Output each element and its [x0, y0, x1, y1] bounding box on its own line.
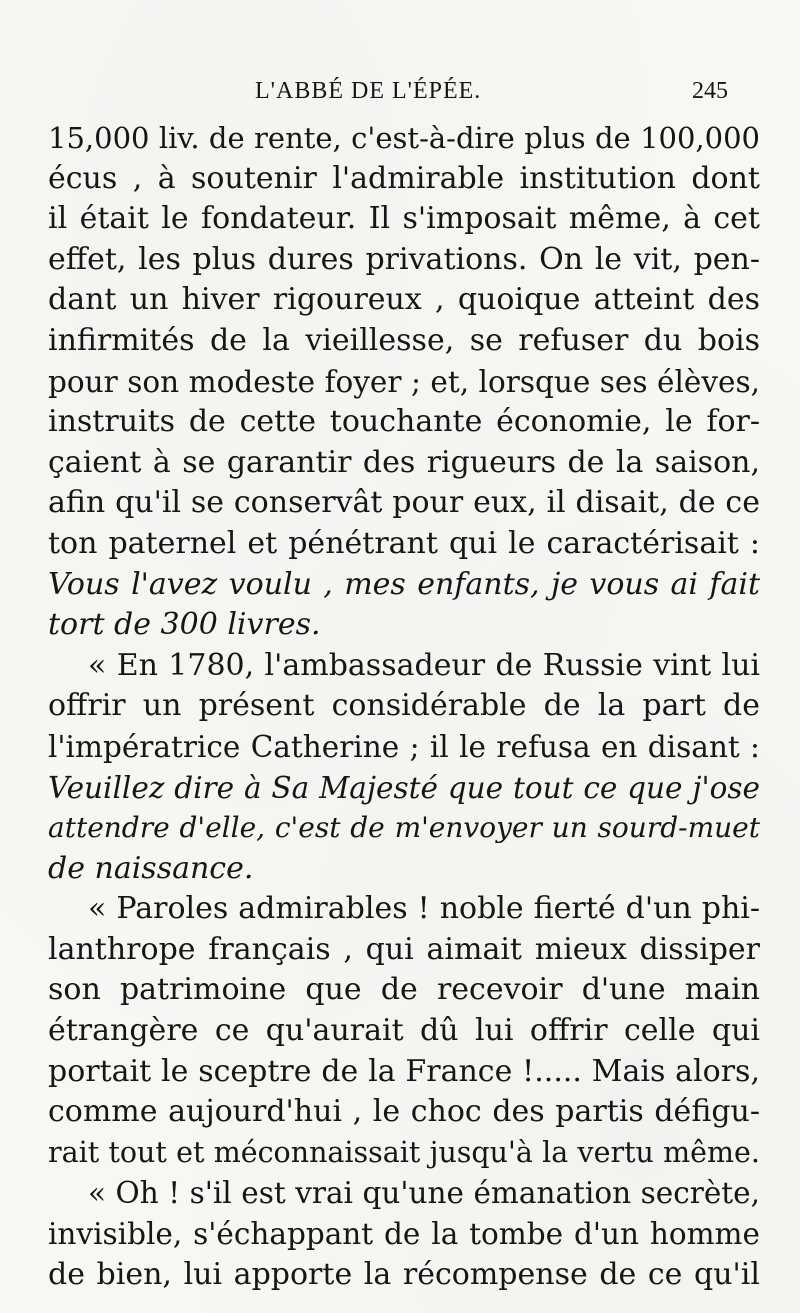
text-line: effet, les plus dures privations. On le vit, pen-: [48, 241, 760, 277]
text-line: rait tout et méconnaissait jusqu'à la vertu même.: [48, 1135, 760, 1169]
text-line: de bien, lui apporte la récompense de ce qu'il: [48, 1256, 760, 1292]
text-line-italic: Vous l'avez voulu , mes enfants, je vous ai fait: [48, 566, 760, 602]
text-line: il était le fondateur. Il s'imposait même, à cet: [48, 201, 760, 237]
text-line: pour son modeste foyer ; et, lorsque ses élèves,: [48, 364, 760, 399]
text-line: instruits de cette touchante économie, le for-: [48, 404, 760, 440]
text-line: son patrimoine que de recevoir d'une main: [48, 972, 760, 1008]
text-line: dant un hiver rigoureux , quoique atteint des: [48, 282, 760, 318]
text-line: écus , à soutenir l'admirable institution dont: [48, 160, 760, 196]
text-line-italic: attendre d'elle, c'est de m'envoyer un sourd-muet: [48, 811, 760, 845]
text-line: ton paternel et pénétrant qui le caractérisait :: [48, 525, 760, 561]
text-line: lanthrope français , qui aimait mieux dissiper: [48, 931, 760, 967]
text-line: infirmités de la vieillesse, se refuser du bois: [48, 322, 760, 358]
text-line-paragraph-start: « Paroles admirables ! noble fierté d'un phi-: [88, 891, 760, 927]
text-line: portait le sceptre de la France !..... Mais alors,: [48, 1053, 760, 1089]
text-line-italic: de naissance.: [48, 850, 254, 886]
text-line: étrangère ce qu'aurait dû lui offrir celle qui: [48, 1013, 760, 1049]
text-line: 15,000 liv. de rente, c'est-à-dire plus de 100,000: [48, 121, 760, 155]
text-line: l'impératrice Catherine ; il le refusa en disant :: [48, 729, 760, 764]
body-text: [48, 118, 760, 1295]
running-head: L'ABBÉ DE L'ÉPÉE.: [255, 78, 482, 104]
text-line: afin qu'il se conservât pour eux, il disait, de ce: [48, 485, 760, 521]
text-line: invisible, s'échappant de la tombe d'un homme: [48, 1217, 760, 1252]
text-line-italic: Veuillez dire à Sa Majesté que tout ce que j'ose: [48, 770, 760, 805]
text-line: comme aujourd'hui , le choc des partis défigu-: [48, 1094, 760, 1130]
text-line: çaient à se garantir des rigueurs de la saison,: [48, 444, 760, 480]
text-line-paragraph-start: « Oh ! s'il est vrai qu'une émanation secrète,: [88, 1176, 760, 1211]
page-number: 245: [692, 78, 728, 104]
text-line-italic: tort de 300 livres.: [48, 607, 321, 643]
text-line-paragraph-start: « En 1780, l'ambassadeur de Russie vint lui: [88, 647, 760, 683]
text-line: offrir un présent considérable de la part de: [48, 688, 760, 724]
